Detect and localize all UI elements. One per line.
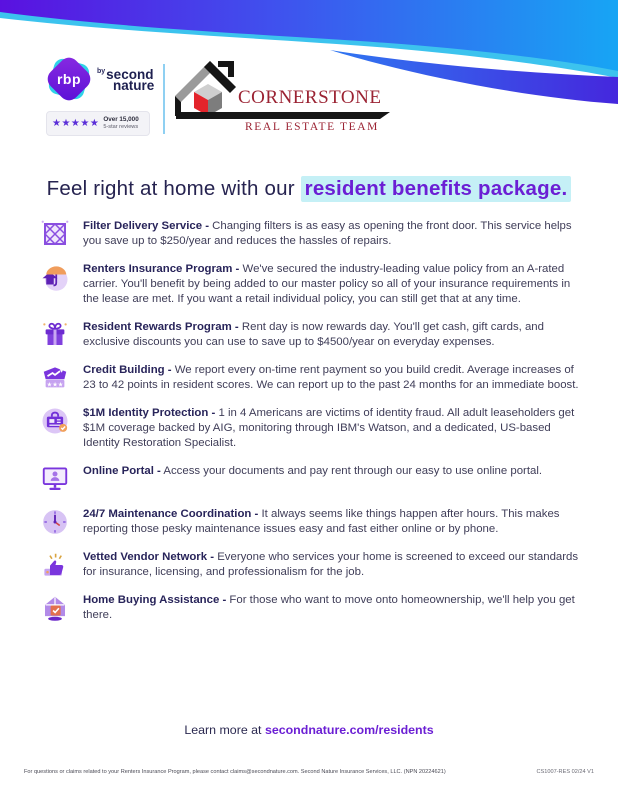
residents-link[interactable]: secondnature.com/residents: [264, 723, 434, 737]
reviews-subtitle: 5-star reviews: [103, 124, 139, 130]
logo-divider: [163, 64, 165, 134]
benefit-item: [40, 464, 588, 494]
benefit-title: Vetted Vendor Network -: [83, 551, 215, 563]
air-filter-icon: [40, 219, 70, 249]
benefits-list: [40, 219, 588, 623]
benefit-description: We've secured the industry-leading value policy from an A-rated carrier. You'll benefit by being added to our master policy so all of your insurance requirements in the lease are met. If you want a retail individual policy, you can still get that at any time.: [83, 263, 571, 305]
clock-icon: [40, 507, 70, 537]
brand-word-nature: nature: [113, 78, 155, 93]
brand-word-second: second: [106, 67, 154, 82]
reviews-count: Over 15,000: [103, 116, 139, 123]
benefit-title: 24/7 Maintenance Coordination -: [83, 508, 259, 520]
benefit-title: $1M Identity Protection -: [83, 407, 216, 419]
headline-highlight: resident benefits package.: [301, 176, 572, 202]
insurance-disclaimer: For questions or claims related to your Renters Insurance Program, please contact claims@secondnature.com. Second Nature Insurance Services, LLC. (NPN 20224621): [24, 769, 446, 775]
learn-more-prefix: Learn more at: [184, 723, 262, 737]
cornerstone-underline-bar: [176, 112, 390, 119]
headline-prefix: Feel right at home with our: [46, 177, 295, 200]
credit-chart-icon: [40, 363, 70, 393]
rbp-brand-block: [46, 56, 154, 136]
cornerstone-subtitle: REAL ESTATE TEAM: [245, 121, 379, 133]
page-title: [0, 176, 618, 202]
benefit-description: 1 in 4 Americans are victims of identity fraud. All adult leaseholders get $1M coverage backed by AIG, monitoring through IBM's Watson, and a dedicated, US-based Identity Restoration Specialist.: [83, 407, 575, 449]
benefit-item: [40, 320, 588, 350]
second-nature-wordmark: [97, 66, 154, 92]
svg-text:★★★: ★★★: [46, 381, 64, 389]
benefit-item: [40, 363, 588, 393]
gift-box-icon: [40, 320, 70, 350]
benefit-description: Access your documents and pay rent through our easy to use online portal.: [160, 465, 543, 477]
reviews-badge: [46, 111, 150, 136]
by-label: by: [97, 68, 106, 75]
five-stars-icon: ★★★★★: [52, 117, 100, 129]
benefit-item: [40, 406, 588, 451]
document-code: CS1007-RES 02/24 V1: [536, 769, 594, 775]
online-portal-monitor-icon: [40, 464, 70, 494]
benefit-title: Filter Delivery Service -: [83, 220, 209, 232]
benefit-description: It always seems like things happen after hours. This makes reporting those pesky maintenance issues easy and fast either online or by phone.: [83, 508, 560, 535]
benefit-title: Online Portal -: [83, 465, 161, 477]
benefit-item: [40, 219, 588, 249]
benefit-item: [40, 262, 588, 307]
benefit-item: [40, 593, 588, 623]
benefit-title: Resident Rewards Program -: [83, 321, 239, 333]
benefit-item: [40, 550, 588, 580]
benefit-description: Changing filters is as easy as opening the front door. This service helps you save up to $250/year and reduces the hassles of repairs.: [83, 220, 572, 247]
learn-more-line: [0, 723, 618, 737]
umbrella-insurance-icon: [40, 262, 70, 292]
benefit-description: Rent day is now rewards day. You'll get cash, gift cards, and exclusive discounts you can use to save up to $4500/year on everyday expenses.: [83, 321, 544, 348]
benefit-item: [40, 507, 588, 537]
thumbs-up-icon: [40, 550, 70, 580]
benefit-title: Renters Insurance Program -: [83, 263, 240, 275]
benefit-title: Credit Building -: [83, 364, 172, 376]
benefit-description: We report every on-time rent payment so you build credit. Average increases of 23 to 42 points in resident scores. We can report up to the past 24 months for an immediate boost.: [83, 364, 579, 391]
legal-row: [0, 769, 618, 775]
house-check-icon: [40, 593, 70, 623]
rbp-logo-text: rbp: [56, 71, 82, 87]
cornerstone-logo: [174, 56, 386, 133]
logo-row: [46, 56, 386, 136]
benefit-description: For those who want to move onto homeownership, we'll help you get there.: [83, 594, 575, 621]
id-badge-icon: [40, 406, 70, 436]
cornerstone-title: CORNERSTONE: [238, 87, 382, 108]
rbp-logo-icon: [46, 56, 92, 102]
benefit-title: Home Buying Assistance -: [83, 594, 227, 606]
benefit-description: Everyone who services your home is screened to exceed our standards for insurance, licensing, and professionalism for the job.: [83, 551, 579, 578]
